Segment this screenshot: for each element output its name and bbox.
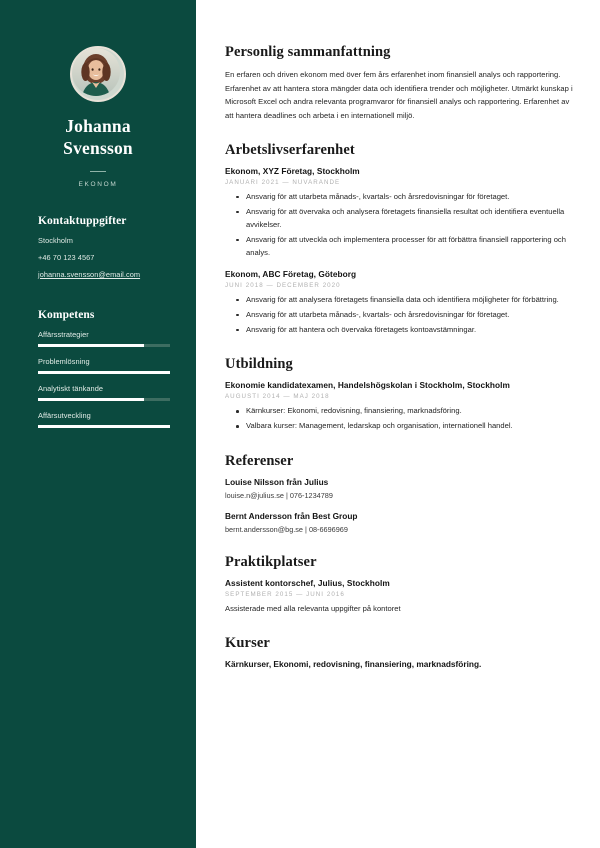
courses-heading: Kurser bbox=[225, 635, 270, 652]
entry-title: Assistent kontorschef, Julius, Stockholm bbox=[225, 577, 390, 588]
education-heading: Utbildning bbox=[225, 356, 293, 373]
internships-section bbox=[225, 554, 573, 616]
bullet-item: Ansvarig för att utveckla och implementera processer för att förbättra finansiell rapportering och analys. bbox=[246, 233, 573, 259]
last-name: Svensson bbox=[63, 138, 133, 159]
internships-heading: Praktikplatser bbox=[225, 553, 317, 570]
entry-date: JUNI 2018 — DECEMBER 2020 bbox=[225, 282, 341, 290]
summary-section bbox=[225, 44, 573, 122]
entry-date: JANUARI 2021 — NUVARANDE bbox=[225, 179, 341, 187]
skill-item bbox=[38, 384, 170, 401]
courses-section bbox=[225, 635, 573, 669]
avatar-wrapper bbox=[0, 46, 196, 102]
bullet-item: Valbara kurser: Management, ledarskap och organisation, internationell handel. bbox=[246, 419, 573, 432]
bullet-item: Ansvarig för att hantera och övervaka företagets kontoavstämningar. bbox=[246, 323, 573, 336]
experience-entry bbox=[225, 166, 573, 259]
internship-description: Assisterade med alla relevanta uppgifter på kontoret bbox=[225, 603, 401, 613]
entry-date: AUGUSTI 2014 — MAJ 2018 bbox=[225, 393, 330, 401]
education-entry bbox=[225, 380, 573, 432]
reference-name: Bernt Andersson från Best Group bbox=[225, 510, 358, 521]
skill-item bbox=[38, 330, 170, 347]
bullet-item: Ansvarig för att övervaka och analysera företagets finansiella resultat och identifiera eventuella avvikelser. bbox=[246, 205, 573, 231]
main-content bbox=[196, 0, 600, 848]
entry-title: Ekonom, XYZ Företag, Stockholm bbox=[225, 166, 360, 177]
entry-bullets bbox=[225, 293, 573, 336]
experience-heading: Arbetslivserfarenhet bbox=[225, 142, 355, 159]
bullet-item: Ansvarig för att utarbeta månads-, kvartals- och årsredovisningar för företaget. bbox=[246, 190, 573, 203]
courses-text: Kärnkurser, Ekonomi, redovisning, finansiering, marknadsföring. bbox=[225, 659, 482, 670]
entry-date: SEPTEMBER 2015 — JUNI 2016 bbox=[225, 590, 345, 598]
skill-progress-fill bbox=[38, 371, 170, 374]
references-heading: Referenser bbox=[225, 452, 294, 469]
skill-label: Problemlösning bbox=[38, 356, 90, 366]
skill-progress-fill bbox=[38, 398, 144, 401]
skill-progress-track bbox=[38, 398, 170, 401]
bullet-item: Ansvarig för att utarbeta månads-, kvartals- och årsredovisningar för företaget. bbox=[246, 308, 573, 321]
skill-progress-track bbox=[38, 425, 170, 428]
experience-entry bbox=[225, 269, 573, 336]
skills-heading: Kompetens bbox=[38, 308, 95, 321]
internship-entry bbox=[225, 578, 573, 616]
contact-section bbox=[0, 215, 196, 428]
summary-text: En erfaren och driven ekonom med över fem års erfarenhet inom finansiell analys och rapportering. Erfarenhet av att hantera stora mängder data och identifiera trender och möjligheter. Utmärkt kunskap i Microsoft Excel och andra relevanta programvaror för finansiell analys och rapportering. Erfarenhet av att hantera deadlines och arbeta i en internationell miljö. bbox=[225, 70, 573, 120]
sidebar bbox=[0, 0, 196, 848]
name-divider bbox=[90, 171, 106, 172]
reference-contact[interactable]: louise.n@julius.se | 076-1234789 bbox=[225, 490, 333, 500]
skill-label: Analytiskt tänkande bbox=[38, 383, 104, 393]
full-name bbox=[0, 115, 196, 160]
reference-contact[interactable]: bernt.andersson@bg.se | 08-6696969 bbox=[225, 524, 348, 534]
profile-photo-icon bbox=[72, 48, 120, 96]
bullet-item: Ansvarig för att analysera företagets finansiella data och identifiera möjligheter för förbättring. bbox=[246, 293, 573, 306]
skill-progress-track bbox=[38, 371, 170, 374]
skill-item bbox=[38, 357, 170, 374]
summary-heading: Personlig sammanfattning bbox=[225, 44, 391, 60]
skill-label: Affärsutveckling bbox=[38, 410, 91, 420]
references-section bbox=[225, 453, 573, 534]
contact-heading: Kontaktuppgifter bbox=[38, 214, 127, 227]
entry-bullets bbox=[225, 190, 573, 259]
contact-email-link[interactable]: johanna.svensson@email.com bbox=[38, 269, 141, 279]
contact-phone[interactable]: +46 70 123 4567 bbox=[38, 252, 95, 262]
experience-section bbox=[225, 142, 573, 336]
reference-name: Louise Nilsson från Julius bbox=[225, 476, 329, 487]
skill-label: Affärsstrategier bbox=[38, 329, 89, 339]
job-role: EKONOM bbox=[78, 180, 118, 188]
skill-progress-fill bbox=[38, 344, 144, 347]
entry-bullets bbox=[225, 404, 573, 432]
skill-item bbox=[38, 411, 170, 428]
bullet-item: Kärnkurser: Ekonomi, redovisning, finansiering, marknadsföring. bbox=[246, 404, 573, 417]
entry-title: Ekonom, ABC Företag, Göteborg bbox=[225, 269, 357, 280]
first-name: Johanna bbox=[65, 116, 131, 136]
contact-city: Stockholm bbox=[38, 235, 73, 245]
entry-title: Ekonomie kandidatexamen, Handelshögskolan i Stockholm, Stockholm bbox=[225, 380, 510, 391]
education-section bbox=[225, 356, 573, 432]
avatar bbox=[70, 46, 126, 102]
reference-entry bbox=[225, 477, 573, 500]
skill-progress-track bbox=[38, 344, 170, 347]
skill-progress-fill bbox=[38, 425, 170, 428]
reference-entry bbox=[225, 511, 573, 534]
